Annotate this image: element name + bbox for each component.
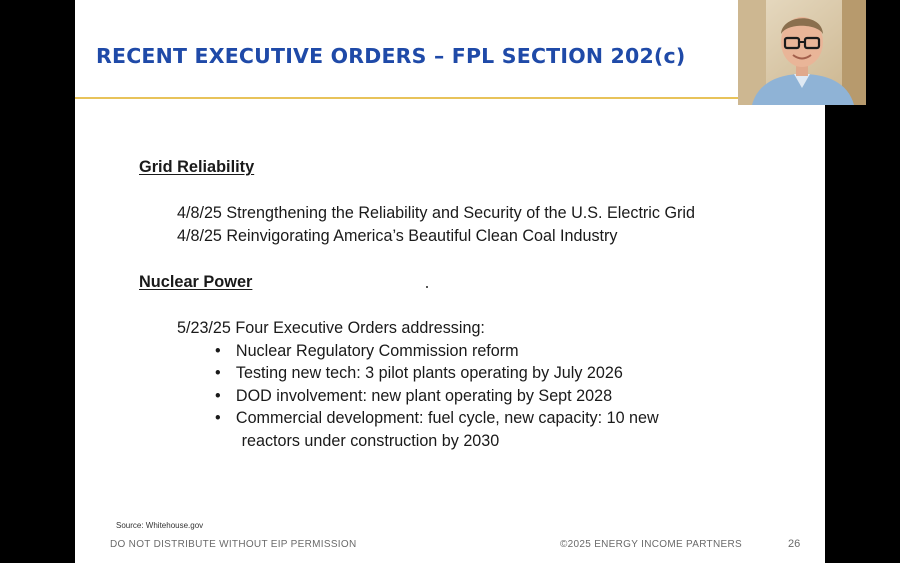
- list-item: [215, 340, 770, 363]
- list-item: [215, 385, 770, 408]
- bullet-icon: •: [215, 385, 221, 405]
- order-line: 4/8/25 Reinvigorating America’s Beautiful Clean Coal Industry: [177, 225, 618, 245]
- title-divider: [75, 97, 825, 99]
- bullet-icon: •: [215, 408, 221, 427]
- source-note: Source: Whitehouse.gov: [116, 521, 204, 530]
- order-line: 4/8/25 Strengthening the Reliability and Security of the U.S. Electric Grid: [177, 203, 695, 222]
- slide-title: RECENT EXECUTIVE ORDERS – FPL SECTION 202(c): [96, 44, 686, 68]
- section-heading: Nuclear Power: [139, 272, 253, 291]
- bullet-icon: •: [215, 340, 221, 360]
- presenter-video-icon[interactable]: [738, 0, 866, 105]
- list-item: [215, 407, 770, 452]
- list-item: [215, 362, 770, 385]
- footer-copyright: ©2025 ENERGY INCOME PARTNERS: [560, 539, 742, 550]
- stray-mark: [426, 286, 428, 288]
- bullet-icon: •: [215, 363, 221, 382]
- section-grid-reliability: [139, 157, 799, 247]
- section-nuclear-power: [139, 272, 799, 452]
- bullet-text-continuation: reactors under construction by 2030: [241, 430, 500, 450]
- bullet-list: [215, 340, 799, 453]
- presenter-video-feed: [738, 0, 866, 105]
- bullet-text: Nuclear Regulatory Commission reform: [235, 340, 519, 360]
- bullet-text: Commercial development: fuel cycle, new capacity: 10 new: [235, 408, 659, 427]
- bullet-text: DOD involvement: new plant operating by Sept 2028: [235, 385, 613, 405]
- footer-disclaimer: DO NOT DISTRIBUTE WITHOUT EIP PERMISSION: [110, 539, 357, 550]
- section-heading: Grid Reliability: [139, 157, 255, 176]
- slide: [75, 0, 825, 563]
- bullet-text: Testing new tech: 3 pilot plants operating by July 2026: [235, 363, 623, 382]
- page-number: 26: [788, 538, 801, 550]
- order-line: 5/23/25 Four Executive Orders addressing:: [177, 318, 485, 337]
- slide-content: [139, 157, 799, 452]
